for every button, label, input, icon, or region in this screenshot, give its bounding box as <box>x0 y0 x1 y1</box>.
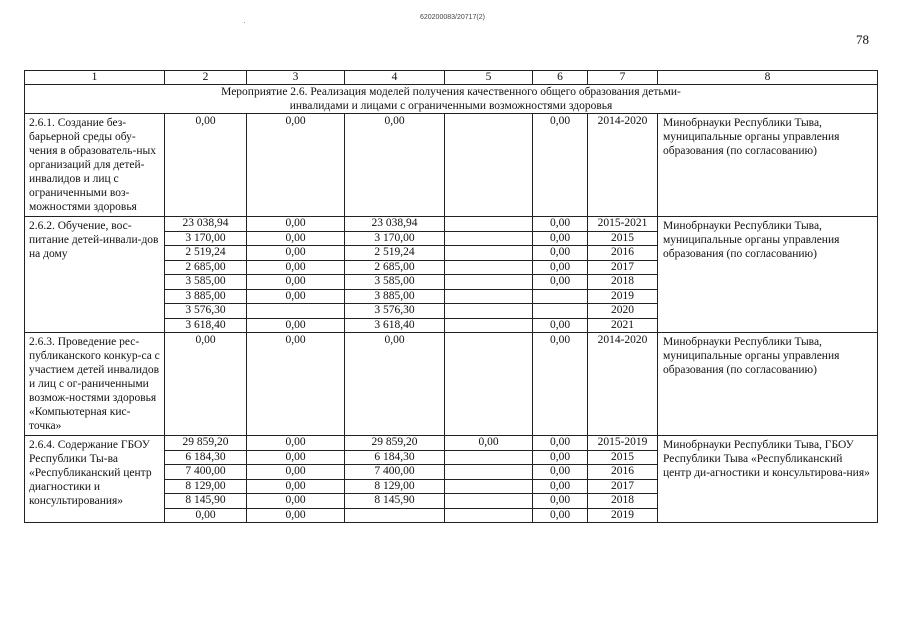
value-cell-col6: 0,00 <box>533 231 588 246</box>
header-cell-2: 2 <box>165 71 247 85</box>
value-cell-col6: 0,00 <box>533 508 588 523</box>
value-cell-col5 <box>445 246 533 261</box>
value-cell-col2: 3 618,40 <box>165 318 247 333</box>
value-cell-col4: 0,00 <box>345 114 445 217</box>
header-cell-5: 5 <box>445 71 533 85</box>
value-cell-col5 <box>445 304 533 319</box>
value-cell-col7: 2014-2020 <box>588 333 658 436</box>
value-cell-col3: 0,00 <box>247 289 345 304</box>
value-cell-col3: 0,00 <box>247 231 345 246</box>
value-cell-col4: 2 685,00 <box>345 260 445 275</box>
value-cell-col7: 2019 <box>588 508 658 523</box>
value-cell-col6: 0,00 <box>533 465 588 480</box>
header-row <box>25 71 878 85</box>
value-cell-col7: 2017 <box>588 260 658 275</box>
value-cell-col7: 2016 <box>588 465 658 480</box>
header-cell-6: 6 <box>533 71 588 85</box>
value-cell-col5 <box>445 275 533 290</box>
value-cell-col5 <box>445 231 533 246</box>
value-cell-col4: 3 170,00 <box>345 231 445 246</box>
value-cell-col2: 3 170,00 <box>165 231 247 246</box>
value-cell-col3: 0,00 <box>247 508 345 523</box>
section-title <box>25 85 878 114</box>
header-cell-8: 8 <box>658 71 878 85</box>
value-cell-col2: 0,00 <box>165 508 247 523</box>
value-cell-col5 <box>445 479 533 494</box>
table-row <box>25 217 878 232</box>
value-cell-col6 <box>533 289 588 304</box>
measure-description: 2.6.3. Проведение рес-публиканского конкур-са с участием детей инвалидов и лиц с ог-раниченными возмож-ностями здоровья «Компьютерная кис-точка» <box>25 333 165 436</box>
value-cell-col4: 3 576,30 <box>345 304 445 319</box>
value-cell-col7: 2015 <box>588 450 658 465</box>
measure-description: 2.6.4. Содержание ГБОУ Республики Ты-ва «Республиканский центр диагностики и консультирования» <box>25 436 165 523</box>
table-row <box>25 333 878 436</box>
value-cell-col2: 3 585,00 <box>165 275 247 290</box>
value-cell-col7: 2021 <box>588 318 658 333</box>
value-cell-col6: 0,00 <box>533 494 588 509</box>
value-cell-col3: 0,00 <box>247 333 345 436</box>
value-cell-col2: 0,00 <box>165 333 247 436</box>
value-cell-col3: 0,00 <box>247 246 345 261</box>
value-cell-col6: 0,00 <box>533 318 588 333</box>
value-cell-col7: 2015 <box>588 231 658 246</box>
value-cell-col7: 2018 <box>588 275 658 290</box>
program-table <box>24 70 878 523</box>
value-cell-col3: 0,00 <box>247 494 345 509</box>
value-cell-col2: 3 576,30 <box>165 304 247 319</box>
value-cell-col4: 29 859,20 <box>345 436 445 451</box>
value-cell-col3: 0,00 <box>247 217 345 232</box>
value-cell-col2: 8 145,90 <box>165 494 247 509</box>
value-cell-col7: 2015-2019 <box>588 436 658 451</box>
section-title-text: Мероприятие 2.6. Реализация моделей получения качественного общего образования детьми-инвалидами и лицами с ограниченными возможностями здоровья <box>221 86 681 112</box>
scan-speck <box>244 22 245 23</box>
document-stamp: 620200083/20717(2) <box>419 14 485 21</box>
value-cell-col4: 23 038,94 <box>345 217 445 232</box>
value-cell-col6: 0,00 <box>533 217 588 232</box>
value-cell-col2: 8 129,00 <box>165 479 247 494</box>
value-cell-col6: 0,00 <box>533 479 588 494</box>
value-cell-col4: 2 519,24 <box>345 246 445 261</box>
value-cell-col2: 7 400,00 <box>165 465 247 480</box>
value-cell-col7: 2014-2020 <box>588 114 658 217</box>
value-cell-col2: 23 038,94 <box>165 217 247 232</box>
value-cell-col3: 0,00 <box>247 275 345 290</box>
value-cell-col6 <box>533 304 588 319</box>
header-cell-7: 7 <box>588 71 658 85</box>
value-cell-col3 <box>247 304 345 319</box>
value-cell-col6: 0,00 <box>533 114 588 217</box>
value-cell-col3: 0,00 <box>247 436 345 451</box>
value-cell-col6: 0,00 <box>533 436 588 451</box>
value-cell-col5 <box>445 465 533 480</box>
responsible-executor: Минобрнауки Республики Тыва, ГБОУ Республики Тыва «Республиканский центр ди-агностики и консультирова-ния» <box>658 436 878 523</box>
value-cell-col7: 2020 <box>588 304 658 319</box>
value-cell-col5 <box>445 333 533 436</box>
value-cell-col5 <box>445 114 533 217</box>
responsible-executor: Минобрнауки Республики Тыва, муниципальные органы управления образования (по согласованию) <box>658 114 878 217</box>
value-cell-col2: 3 885,00 <box>165 289 247 304</box>
responsible-executor: Минобрнауки Республики Тыва, муниципальные органы управления образования (по согласованию) <box>658 333 878 436</box>
measure-description: 2.6.2. Обучение, вос-питание детей-инвали-дов на дому <box>25 217 165 333</box>
value-cell-col6: 0,00 <box>533 450 588 465</box>
value-cell-col2: 6 184,30 <box>165 450 247 465</box>
value-cell-col3: 0,00 <box>247 318 345 333</box>
value-cell-col7: 2016 <box>588 246 658 261</box>
value-cell-col5 <box>445 217 533 232</box>
value-cell-col4: 8 129,00 <box>345 479 445 494</box>
value-cell-col5: 0,00 <box>445 436 533 451</box>
page-number: 78 <box>856 32 869 47</box>
value-cell-col4: 3 885,00 <box>345 289 445 304</box>
value-cell-col2: 2 519,24 <box>165 246 247 261</box>
value-cell-col2: 2 685,00 <box>165 260 247 275</box>
table-row <box>25 436 878 451</box>
value-cell-col3: 0,00 <box>247 479 345 494</box>
value-cell-col7: 2019 <box>588 289 658 304</box>
value-cell-col3: 0,00 <box>247 260 345 275</box>
value-cell-col4: 7 400,00 <box>345 465 445 480</box>
value-cell-col5 <box>445 289 533 304</box>
value-cell-col5 <box>445 450 533 465</box>
value-cell-col4: 8 145,90 <box>345 494 445 509</box>
responsible-executor: Минобрнауки Республики Тыва, муниципальные органы управления образования (по согласованию) <box>658 217 878 333</box>
value-cell-col6: 0,00 <box>533 246 588 261</box>
value-cell-col2: 29 859,20 <box>165 436 247 451</box>
value-cell-col5 <box>445 494 533 509</box>
measure-description: 2.6.1. Создание без-барьерной среды обу-чения в образователь-ных организаций для детей-инвалидов и лиц с ограниченными воз-можностями здоровья <box>25 114 165 217</box>
value-cell-col6: 0,00 <box>533 275 588 290</box>
value-cell-col7: 2015-2021 <box>588 217 658 232</box>
value-cell-col3: 0,00 <box>247 114 345 217</box>
value-cell-col4: 6 184,30 <box>345 450 445 465</box>
value-cell-col3: 0,00 <box>247 465 345 480</box>
value-cell-col5 <box>445 318 533 333</box>
header-cell-1: 1 <box>25 71 165 85</box>
value-cell-col7: 2018 <box>588 494 658 509</box>
header-cell-3: 3 <box>247 71 345 85</box>
value-cell-col4: 3 618,40 <box>345 318 445 333</box>
value-cell-col3: 0,00 <box>247 450 345 465</box>
value-cell-col4: 0,00 <box>345 333 445 436</box>
value-cell-col2: 0,00 <box>165 114 247 217</box>
value-cell-col6: 0,00 <box>533 333 588 436</box>
value-cell-col4 <box>345 508 445 523</box>
value-cell-col4: 3 585,00 <box>345 275 445 290</box>
value-cell-col5 <box>445 260 533 275</box>
header-cell-4: 4 <box>345 71 445 85</box>
value-cell-col7: 2017 <box>588 479 658 494</box>
value-cell-col6: 0,00 <box>533 260 588 275</box>
section-row <box>25 85 878 114</box>
value-cell-col5 <box>445 508 533 523</box>
table-row <box>25 114 878 217</box>
